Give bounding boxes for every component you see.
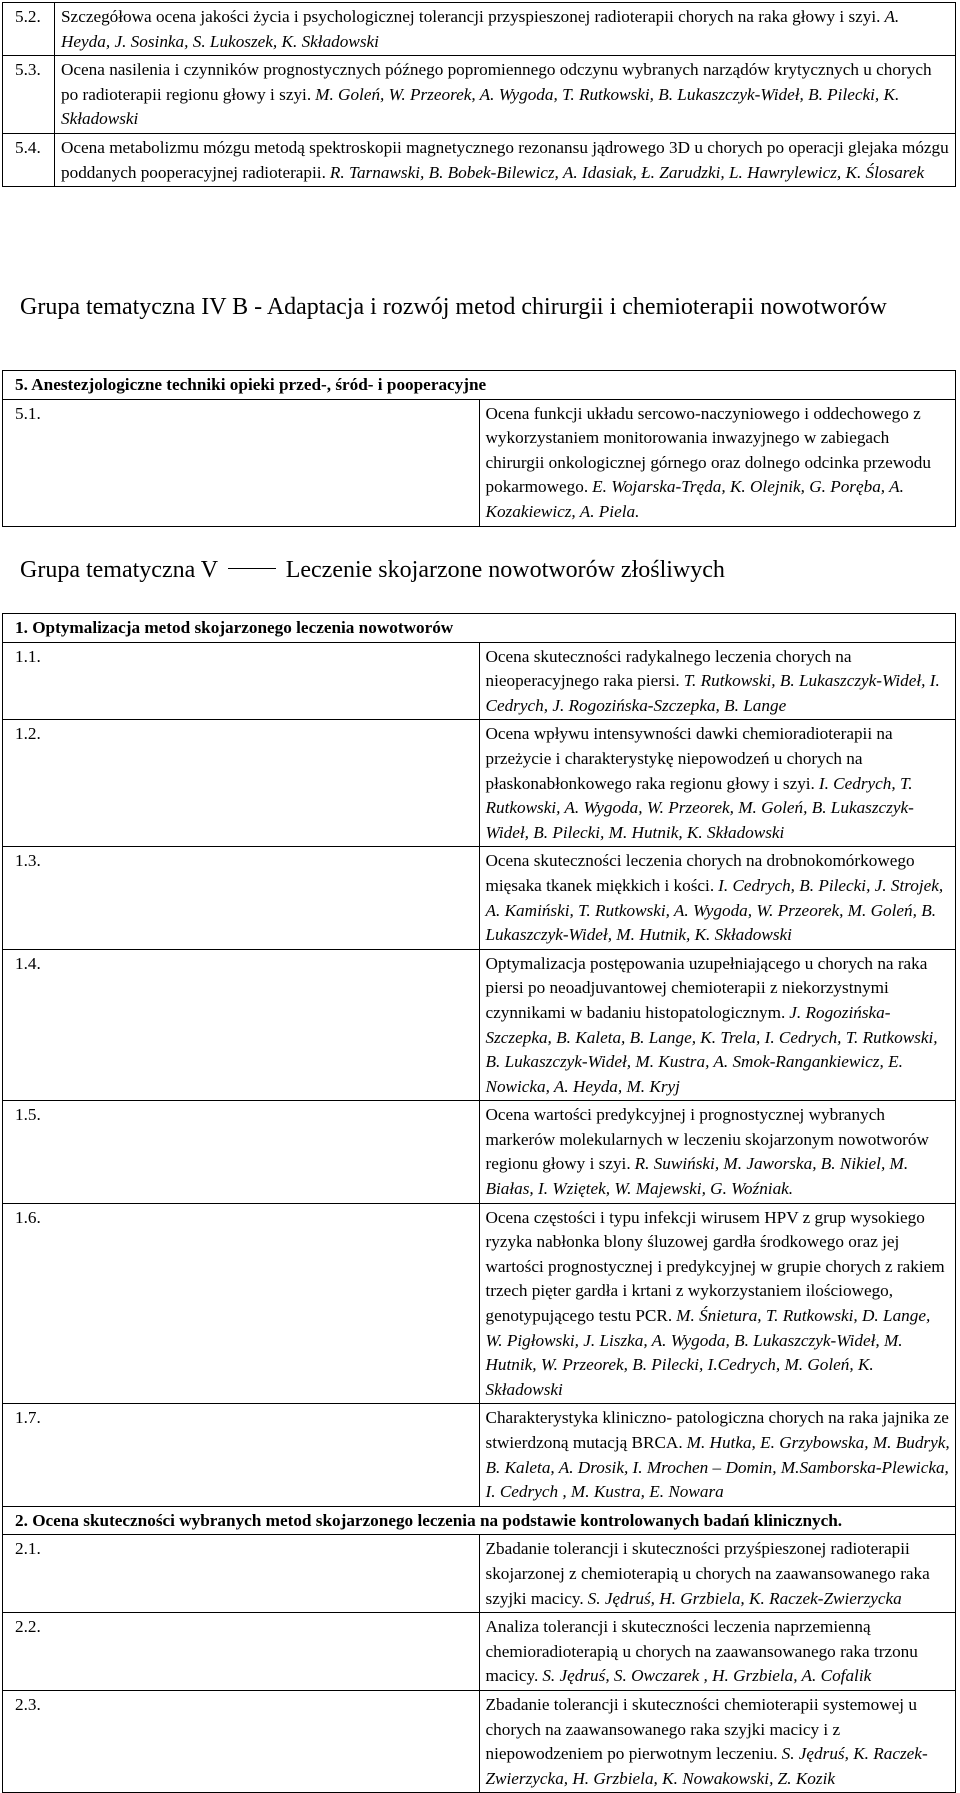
table-row bbox=[3, 642, 956, 720]
table-row bbox=[3, 3, 956, 56]
entry-body bbox=[55, 56, 956, 134]
table-row bbox=[3, 847, 956, 949]
table-row bbox=[3, 133, 956, 186]
entry-title: Zbadanie tolerancji i skuteczności chemioterapii systemowej u chorych na zaawansowanego raka szyjki macicy i z niepowodzeniem po pierwotnym leczeniu. bbox=[485, 1694, 917, 1764]
entry-title: Ocena nasilenia i czynników prognostycznych późnego popromiennego odczynu wybranych narządów krytycznych u chorych po radioterapii regionu głowy i szyi. bbox=[61, 60, 932, 104]
entry-authors: M. Śnietura, T. Rutkowski, D. Lange, W. Pigłowski, J. Liszka, A. Wygoda, B. Lukaszczyk-Wideł, M. Hutnik, W. Przeorek, B. Pilecki, I.Cedrych, M. Goleń, K. Składowski bbox=[485, 1306, 931, 1399]
group-heading-prefix: Grupa tematyczna IV B - bbox=[20, 294, 267, 320]
section-header-row bbox=[3, 1506, 956, 1535]
entry-title: Ocena częstości i typu infekcji wirusem HPV z grup wysokiego ryzyka nabłonka blony śluzowej gardła środkowego oraz jej wartości prognostycznej i predykcyjnej w grupie chorych z rakiem trzech pięter gardła i krtani z wykorzystaniem ilościowego, genotypującego testu PCR. bbox=[485, 1207, 945, 1326]
table-row bbox=[3, 1535, 956, 1613]
entries-table-group-4a bbox=[2, 2, 956, 187]
entry-number: 5.2. bbox=[3, 3, 55, 56]
table-row bbox=[3, 1690, 956, 1792]
table-row bbox=[3, 1101, 956, 1203]
entry-number: 2.1. bbox=[3, 1535, 480, 1613]
entry-title: Ocena skuteczności radykalnego leczenia chorych na nieoperacyjnego raka piersi. bbox=[485, 646, 852, 691]
entry-body bbox=[479, 1404, 956, 1506]
entry-number: 5.3. bbox=[3, 56, 55, 134]
entry-authors: S. Jędruś, H. Grzbiela, K. Raczek-Zwierzycka bbox=[587, 1588, 902, 1608]
table-row bbox=[3, 399, 956, 526]
table-row bbox=[3, 1613, 956, 1691]
table-row bbox=[3, 949, 956, 1101]
table-row bbox=[3, 1404, 956, 1506]
entry-number: 1.5. bbox=[3, 1101, 480, 1203]
entry-title: Ocena funkcji układu sercowo-naczyniowego i oddechowego z wykorzystaniem monitorowania inwazyjnego w zabiegach chirurgii onkologicznej górnego oraz dolnego odcinka przewodu pokarmowego. bbox=[485, 403, 931, 497]
entries-table-group-4b bbox=[2, 370, 956, 527]
group-heading-title: Adaptacja i rozwój metod chirurgii i chemioterapii nowotworów bbox=[266, 294, 887, 320]
entry-number: 1.7. bbox=[3, 1404, 480, 1506]
entry-authors: I. Cedrych, B. Pilecki, J. Strojek, A. Kamiński, T. Rutkowski, A. Wygoda, W. Przeorek, M. Goleń, B. Lukaszczyk-Wideł, M. Hutnik, K. Składowski bbox=[485, 875, 944, 945]
entry-number: 2.3. bbox=[3, 1690, 480, 1792]
entry-authors: I. Cedrych, T. Rutkowski, A. Wygoda, W. Przeorek, M. Goleń, B. Lukaszczyk-Wideł, B. Pilecki, M. Hutnik, K. Składowski bbox=[485, 773, 914, 842]
entry-authors: A. Heyda, J. Sosinka, S. Lukoszek, K. Składowski bbox=[61, 7, 900, 51]
group-heading-title: Leczenie skojarzone nowotworów złośliwych bbox=[285, 557, 725, 583]
entry-authors: M. Goleń, W. Przeorek, A. Wygoda, T. Rutkowski, B. Lukaszczyk-Wideł, B. Pilecki, K. Składowski bbox=[61, 84, 900, 129]
entry-number: 1.4. bbox=[3, 949, 480, 1101]
entry-authors: E. Wojarska-Tręda, K. Olejnik, G. Poręba, A. Kozakiewicz, A. Piela. bbox=[485, 477, 904, 521]
entry-title: Charakterystyka kliniczno- patologiczna chorych na raka jajnika ze stwierdzoną mutacją BRCA. bbox=[485, 1408, 949, 1452]
entry-body bbox=[479, 1203, 956, 1404]
entry-body bbox=[479, 1535, 956, 1613]
group-heading-4b bbox=[20, 290, 940, 324]
entry-authors: S. Jędruś, K. Raczek-Zwierzycka, H. Grzbiela, K. Nowakowski, Z. Kozik bbox=[485, 1744, 928, 1788]
entry-body bbox=[479, 720, 956, 847]
entry-title: Ocena wpływu intensywności dawki chemioradioterapii na przeżycie i charakterystykę niepowodzeń u chorych na płaskonabłonkowego raka regionu głowy i szyi. bbox=[485, 724, 893, 793]
entry-authors: R. Suwiński, M. Jaworska, B. Nikiel, M. Białas, I. Wziętek, W. Majewski, G. Woźniak. bbox=[485, 1154, 909, 1199]
entry-body bbox=[479, 1613, 956, 1691]
entry-title: Ocena metabolizmu mózgu metodą spektroskopii magnetycznego rezonansu jądrowego 3D u chorych po operacji glejaka mózgu poddanych pooperacyjnej radioterapii. bbox=[61, 137, 949, 182]
entry-body bbox=[479, 399, 956, 526]
entry-title: Ocena wartości predykcyjnej i prognostycznej wybranych markerów molekularnych w leczeniu skojarzonym nowotworów regionu głowy i szyi. bbox=[485, 1105, 929, 1174]
table-row bbox=[3, 1203, 956, 1404]
section-subheader: 5. Anestezjologiczne techniki opieki przed-, śród- i pooperacyjne bbox=[3, 371, 956, 400]
entry-body bbox=[479, 642, 956, 720]
entry-authors: R. Tarnawski, B. Bobek-Bilewicz, A. Idasiak, Ł. Zarudzki, L. Hawrylewicz, K. Ślosarek bbox=[329, 162, 925, 182]
entry-number: 1.6. bbox=[3, 1203, 480, 1404]
group-heading-prefix: Grupa tematyczna V bbox=[20, 557, 218, 583]
entry-number: 5.4. bbox=[3, 133, 55, 186]
entry-number: 2.2. bbox=[3, 1613, 480, 1691]
table-row bbox=[3, 56, 956, 134]
entry-body bbox=[479, 1690, 956, 1792]
entries-table-group-5 bbox=[2, 613, 956, 1793]
section-header-row bbox=[3, 371, 956, 400]
table-row bbox=[3, 720, 956, 847]
entry-number: 1.3. bbox=[3, 847, 480, 949]
section-subheader: 1. Optymalizacja metod skojarzonego leczenia nowotworów bbox=[3, 614, 956, 643]
entry-title: Analiza tolerancji i skuteczności leczenia naprzemienną chemioradioterapią u chorych na zaawansowanego raka trzonu macicy. bbox=[485, 1617, 918, 1686]
entry-title: Zbadanie tolerancji i skuteczności przyśpieszonej radioterapii skojarzonej z chemioterapią u chorych na zaawansowanego raka szyjki macicy. bbox=[485, 1539, 930, 1608]
entry-title: Szczegółowa ocena jakości życia i psychologicznej tolerancji przyspieszonej radioterapii chorych na raka głowy i szyi. bbox=[61, 7, 881, 26]
entry-body bbox=[479, 1101, 956, 1203]
entry-number: 5.1. bbox=[3, 399, 480, 526]
entry-title: Ocena skuteczności leczenia chorych na drobnokomórkowego mięsaka tkanek miękkich i kości. bbox=[485, 851, 915, 895]
dash-line bbox=[228, 568, 276, 569]
entry-body bbox=[55, 3, 956, 56]
section-subheader: 2. Ocena skuteczności wybranych metod skojarzonego leczenia na podstawie kontrolowanych badań klinicznych. bbox=[3, 1506, 956, 1535]
entry-body bbox=[55, 133, 956, 186]
entry-authors: M. Hutka, E. Grzybowska, M. Budryk, B. Kaleta, A. Drosik, I. Mrochen – Domin, M.Samborska-Plewicka, I. Cedrych , M. Kustra, E. Nowara bbox=[485, 1433, 950, 1502]
entry-body bbox=[479, 847, 956, 949]
entry-number: 1.2. bbox=[3, 720, 480, 847]
entry-authors: S. Jędruś, S. Owczarek , H. Grzbiela, A. Cofalik bbox=[542, 1666, 872, 1686]
group-heading-5 bbox=[20, 553, 940, 587]
entry-body bbox=[479, 949, 956, 1101]
section-header-row bbox=[3, 614, 956, 643]
entry-authors: T. Rutkowski, B. Lukaszczyk-Wideł, I. Cedrych, J. Rogozińska-Szczepka, B. Lange bbox=[485, 671, 940, 715]
entry-authors: J. Rogozińska-Szczepka, B. Kaleta, B. Lange, K. Trela, I. Cedrych, T. Rutkowski, B. Lukaszczyk-Wideł, M. Kustra, A. Smok-Rangankiewicz, E. Nowicka, A. Heyda, M. Kryj bbox=[485, 1002, 938, 1096]
entry-title: Optymalizacja postępowania uzupełniającego u chorych na raka piersi po neoadjuvantowej chemioterapii z niekorzystnymi czynnikami w badaniu histopatologicznym. bbox=[485, 953, 928, 1022]
entry-number: 1.1. bbox=[3, 642, 480, 720]
